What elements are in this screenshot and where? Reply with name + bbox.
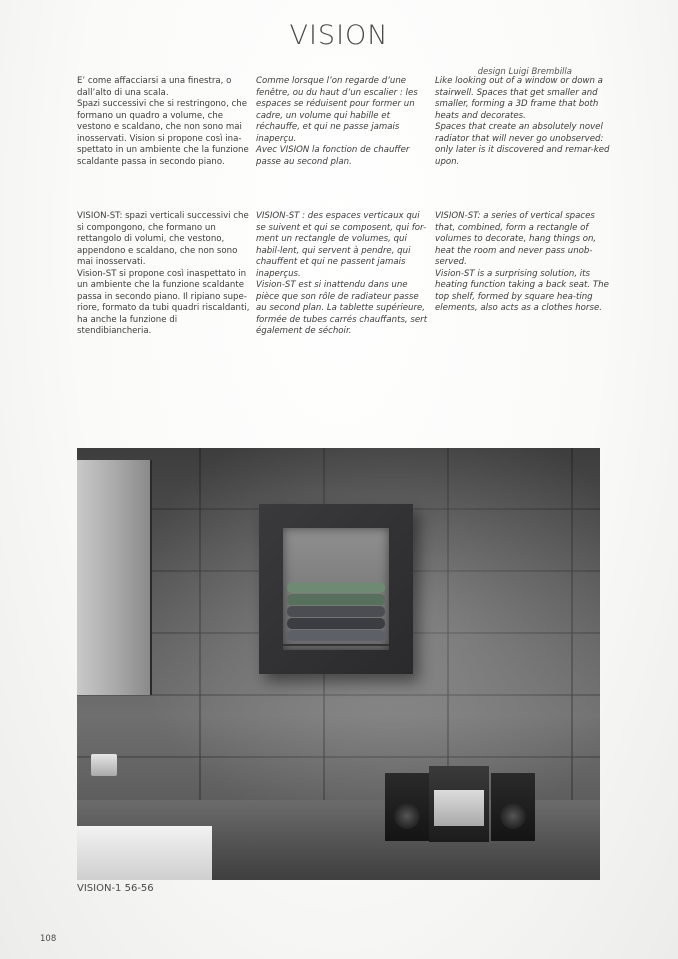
mirror (77, 460, 152, 695)
radiator (259, 504, 413, 674)
towel (287, 582, 385, 593)
intro-italian (77, 76, 252, 168)
speaker-cone (500, 803, 526, 829)
st-italian-p2: Vision-ST si propone così inaspettato in un ambiente che la funzione scaldante passa in secondo piano. Il ripiano supe-riore, formato da tubi quadri riscaldanti, ha anche la funzione di stendibiancheria. (77, 268, 250, 336)
intro-italian-p2: Spazi successivi che si restringono, che formano un quadro a volume, che vestono e scaldano, che non sono mai inosservati. Vision si propone così ina-spettato in un ambiente che la funzione scaldante passa in secondo piano. (77, 99, 249, 167)
intro-english-p2: Spaces that create an absolutely novel radiator that will never go unobserved: only later is it discovered and remar-ked upon. (435, 122, 610, 167)
towel (287, 606, 385, 617)
intro-english-p1: Like looking out of a window or down a stairwell. Spaces that get smaller and smaller, forming a 3D frame that both heats and decorates. (435, 76, 603, 121)
speaker-left (385, 773, 429, 841)
paper-holder (91, 754, 117, 776)
st-english-p1: VISION-ST: a series of vertical spaces that, combined, form a rectangle of volumes to decorate, hang things on, heat the room and never pass unob-served. (435, 211, 597, 267)
washbasin-counter (77, 826, 212, 880)
st-french-p2: Vision-ST est si inattendu dans une pièce que son rôle de radiateur passe au second plan. La tablette supérieure, formée de tubes carrés chauffants, sert également de séchoir. (256, 280, 428, 336)
radiator-opening (283, 528, 389, 650)
intro-french-p2: Avec VISION la fonction de chauffer passe au second plan. (256, 145, 410, 167)
intro-french-p1: Comme lorsque l’on regarde d’une fenêtre, ou du haut d’un escalier : les espaces se réduisent pour former un cadre, un volume qui habille et réchauffe, et qui ne passe jamais inaperçu. (256, 76, 418, 144)
st-english-p2: Vision-ST is a surprising solution, its heating function taking a back seat. The top shelf, formed by square hea-ting elements, also acts as a clothes horse. (435, 268, 609, 313)
page-number: 108 (40, 934, 57, 944)
photo-caption: VISION-1 56-56 (77, 883, 154, 894)
intro-french (256, 76, 431, 168)
intro-english (435, 76, 610, 168)
towel (287, 618, 385, 629)
stereo-unit (429, 766, 489, 842)
speaker-cone (394, 803, 420, 829)
towel (287, 630, 385, 641)
st-french (256, 211, 431, 338)
st-french-p1: VISION-ST : des espaces verticaux qui se suivent et qui se composent, qui for-ment un rectangle de volumes, qui habil-lent, qui servent à pendre, qui chauffent et qui ne passent jamais inaperçus. (256, 211, 427, 279)
design-credit: design Luigi Brembilla (477, 67, 572, 77)
st-italian (77, 211, 252, 338)
product-photo (77, 448, 600, 880)
page-title: VISION (289, 20, 389, 51)
st-english (435, 211, 610, 315)
towel (287, 594, 385, 605)
stereo-panel (434, 790, 484, 826)
radiator-shelf (283, 644, 389, 646)
intro-italian-p1: E’ come affacciarsi a una finestra, o dall’alto di una scala. (77, 76, 232, 98)
speaker-right (491, 773, 535, 841)
st-italian-p1: VISION-ST: spazi verticali successivi che si compongono, che formano un rettangolo di volumi, che vestono, appendono e scaldano, che non sono mai inosservati. (77, 211, 249, 267)
